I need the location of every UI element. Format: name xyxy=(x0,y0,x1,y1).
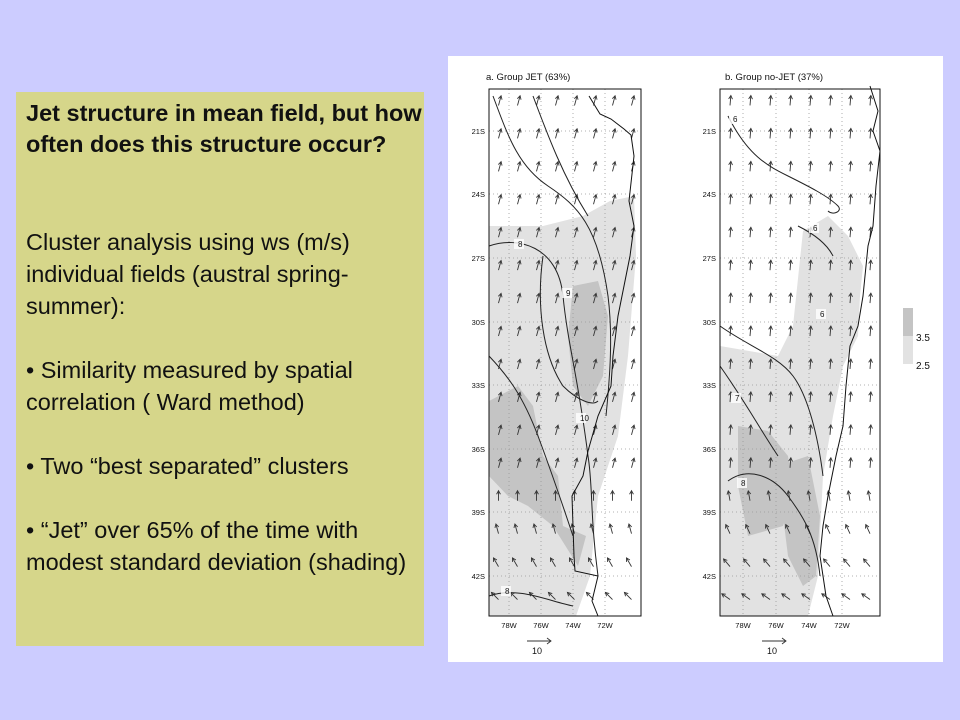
wind-vector xyxy=(769,260,773,270)
wind-vector xyxy=(829,458,833,468)
wind-vector xyxy=(769,293,773,303)
wind-vector xyxy=(862,594,870,600)
bullet-similarity: • Similarity measured by spatial correlation ( Ward method) xyxy=(26,357,353,415)
wind-vector xyxy=(769,96,773,106)
slide-title: Jet structure in mean field, but how often does this structure occur? xyxy=(26,100,422,157)
wind-vector xyxy=(729,161,733,171)
isotach-contour xyxy=(728,116,839,213)
wind-vector xyxy=(769,326,773,336)
y-tick-label: 33S xyxy=(702,381,716,390)
wind-vector xyxy=(864,559,870,567)
wind-vector xyxy=(517,129,521,139)
reference-vector-label: 10 xyxy=(531,646,543,656)
y-tick-label: 42S xyxy=(471,572,485,581)
wind-vector xyxy=(631,458,635,468)
wind-vector xyxy=(866,525,870,534)
wind-vector xyxy=(769,194,773,204)
wind-vector xyxy=(826,525,830,534)
wind-vector xyxy=(608,558,613,567)
wind-vector xyxy=(631,425,635,435)
wind-vector xyxy=(555,96,559,106)
wind-vector xyxy=(627,558,632,567)
wind-vector xyxy=(867,491,871,501)
wind-vector xyxy=(769,128,773,138)
wind-vector xyxy=(749,128,753,138)
wind-vector xyxy=(829,96,833,106)
wind-vector xyxy=(849,194,853,204)
cluster-maps-figure xyxy=(448,56,943,662)
wind-vector xyxy=(829,161,833,171)
wind-vector xyxy=(536,96,540,106)
legend-label-high: 3.5 xyxy=(916,333,930,344)
legend-label-low: 2.5 xyxy=(916,361,930,372)
wind-vector xyxy=(498,129,502,139)
panel-title: b. Group no-JET (37%) xyxy=(725,72,824,83)
wind-vector xyxy=(498,162,502,172)
wind-vector xyxy=(593,162,597,172)
wind-vector xyxy=(574,129,578,139)
wind-vector xyxy=(849,458,853,468)
legend-swatch-high xyxy=(903,308,913,336)
wind-vector xyxy=(517,195,521,205)
y-tick-label: 27S xyxy=(702,254,716,263)
wind-vector xyxy=(605,592,612,599)
wind-vector xyxy=(574,162,578,172)
wind-vector xyxy=(789,293,793,303)
contour-label: 6 xyxy=(813,224,818,233)
wind-vector xyxy=(749,194,753,204)
y-tick-label: 36S xyxy=(702,445,716,454)
wind-vector xyxy=(555,162,559,172)
x-tick-label: 72W xyxy=(597,621,613,630)
wind-vector xyxy=(869,194,873,204)
wind-vector xyxy=(869,326,873,336)
wind-vector xyxy=(869,359,873,369)
wind-vector xyxy=(498,195,502,205)
wind-vector xyxy=(849,128,853,138)
wind-vector xyxy=(749,227,753,237)
wind-vector xyxy=(498,96,502,106)
contour-label: 7 xyxy=(735,394,740,403)
wind-vector xyxy=(630,491,634,501)
bullet-two-clusters: • Two “best separated” clusters xyxy=(26,453,349,479)
wind-vector xyxy=(789,260,793,270)
wind-vector xyxy=(749,293,753,303)
y-tick-label: 39S xyxy=(471,508,485,517)
contour-label: 9 xyxy=(566,289,571,298)
y-tick-label: 21S xyxy=(702,127,716,136)
y-tick-label: 30S xyxy=(471,318,485,327)
y-tick-label: 36S xyxy=(471,445,485,454)
x-tick-label: 74W xyxy=(801,621,817,630)
x-tick-label: 74W xyxy=(565,621,581,630)
y-tick-label: 21S xyxy=(471,127,485,136)
shading-legend xyxy=(903,308,930,372)
wind-vector xyxy=(789,227,793,237)
wind-vector xyxy=(846,525,850,534)
map-panel-jet xyxy=(472,72,641,656)
wind-vector xyxy=(729,96,733,106)
wind-vector xyxy=(842,594,850,600)
x-tick-label: 72W xyxy=(834,621,850,630)
y-tick-label: 39S xyxy=(702,508,716,517)
wind-vector xyxy=(869,425,873,435)
x-tick-label: 78W xyxy=(735,621,751,630)
wind-vector xyxy=(612,162,616,172)
wind-vector xyxy=(869,96,873,106)
wind-vector xyxy=(593,129,597,139)
legend-swatch-low xyxy=(903,336,913,364)
wind-vector xyxy=(789,128,793,138)
wind-vector xyxy=(631,129,635,139)
wind-vector xyxy=(749,96,753,106)
contour-label: 10 xyxy=(580,414,589,423)
wind-vector xyxy=(789,161,793,171)
contour-label: 6 xyxy=(733,115,738,124)
y-tick-label: 33S xyxy=(471,381,485,390)
contour-label: 6 xyxy=(820,310,825,319)
wind-vector xyxy=(729,128,733,138)
contour-label: 8 xyxy=(505,587,510,596)
wind-vector xyxy=(849,392,853,402)
wind-vector xyxy=(555,195,559,205)
wind-vector xyxy=(536,129,540,139)
y-tick-label: 24S xyxy=(702,190,716,199)
wind-vector xyxy=(729,260,733,270)
wind-vector xyxy=(729,194,733,204)
wind-vector xyxy=(612,458,616,468)
wind-vector xyxy=(849,96,853,106)
wind-vector xyxy=(847,491,851,501)
wind-vector xyxy=(749,326,753,336)
figure-panel xyxy=(448,56,943,662)
y-tick-label: 30S xyxy=(702,318,716,327)
wind-vector xyxy=(869,161,873,171)
wind-vector xyxy=(844,559,850,567)
y-tick-label: 27S xyxy=(471,254,485,263)
wind-vector xyxy=(624,592,631,599)
reference-vector-label: 10 xyxy=(766,646,778,656)
wind-vector xyxy=(809,194,813,204)
wind-vector xyxy=(612,96,616,106)
wind-vector xyxy=(631,326,635,336)
wind-vector xyxy=(631,359,635,369)
wind-vector xyxy=(749,161,753,171)
wind-vector xyxy=(789,194,793,204)
y-tick-label: 42S xyxy=(702,572,716,581)
wind-vector xyxy=(729,227,733,237)
wind-vector xyxy=(829,128,833,138)
x-tick-label: 76W xyxy=(768,621,784,630)
wind-vector xyxy=(769,227,773,237)
wind-vector xyxy=(729,293,733,303)
wind-vector xyxy=(536,162,540,172)
wind-vector xyxy=(749,260,753,270)
wind-vector xyxy=(849,359,853,369)
wind-vector xyxy=(536,195,540,205)
bullet-jet-frequency: • “Jet” over 65% of the time with modest standard deviation (shading) xyxy=(26,517,407,575)
contour-label: 8 xyxy=(518,240,523,249)
wind-vector xyxy=(612,129,616,139)
wind-vector xyxy=(849,425,853,435)
wind-vector xyxy=(555,129,559,139)
wind-vector xyxy=(869,458,873,468)
wind-vector xyxy=(869,293,873,303)
wind-vector xyxy=(849,161,853,171)
wind-vector xyxy=(869,392,873,402)
text-panel xyxy=(16,92,424,646)
wind-vector xyxy=(611,491,615,501)
wind-vector xyxy=(631,96,635,106)
wind-vector xyxy=(574,96,578,106)
panel-title: a. Group JET (63%) xyxy=(486,72,571,83)
wind-vector xyxy=(628,524,632,534)
x-tick-label: 76W xyxy=(533,621,549,630)
wind-vector xyxy=(631,392,635,402)
map-panel-no-jet xyxy=(703,72,880,656)
wind-vector xyxy=(789,96,793,106)
wind-vector xyxy=(517,96,521,106)
paragraph-cluster-analysis: Cluster analysis using ws (m/s) individual fields (austral spring-summer): xyxy=(26,229,350,319)
wind-vector xyxy=(849,227,853,237)
wind-vector xyxy=(729,326,733,336)
contour-label: 8 xyxy=(741,479,746,488)
wind-vector xyxy=(593,195,597,205)
wind-vector xyxy=(824,559,830,567)
wind-vector xyxy=(869,260,873,270)
x-tick-label: 78W xyxy=(501,621,517,630)
y-tick-label: 24S xyxy=(471,190,485,199)
wind-vector xyxy=(869,128,873,138)
wind-vector xyxy=(517,162,521,172)
wind-vector xyxy=(609,524,613,534)
